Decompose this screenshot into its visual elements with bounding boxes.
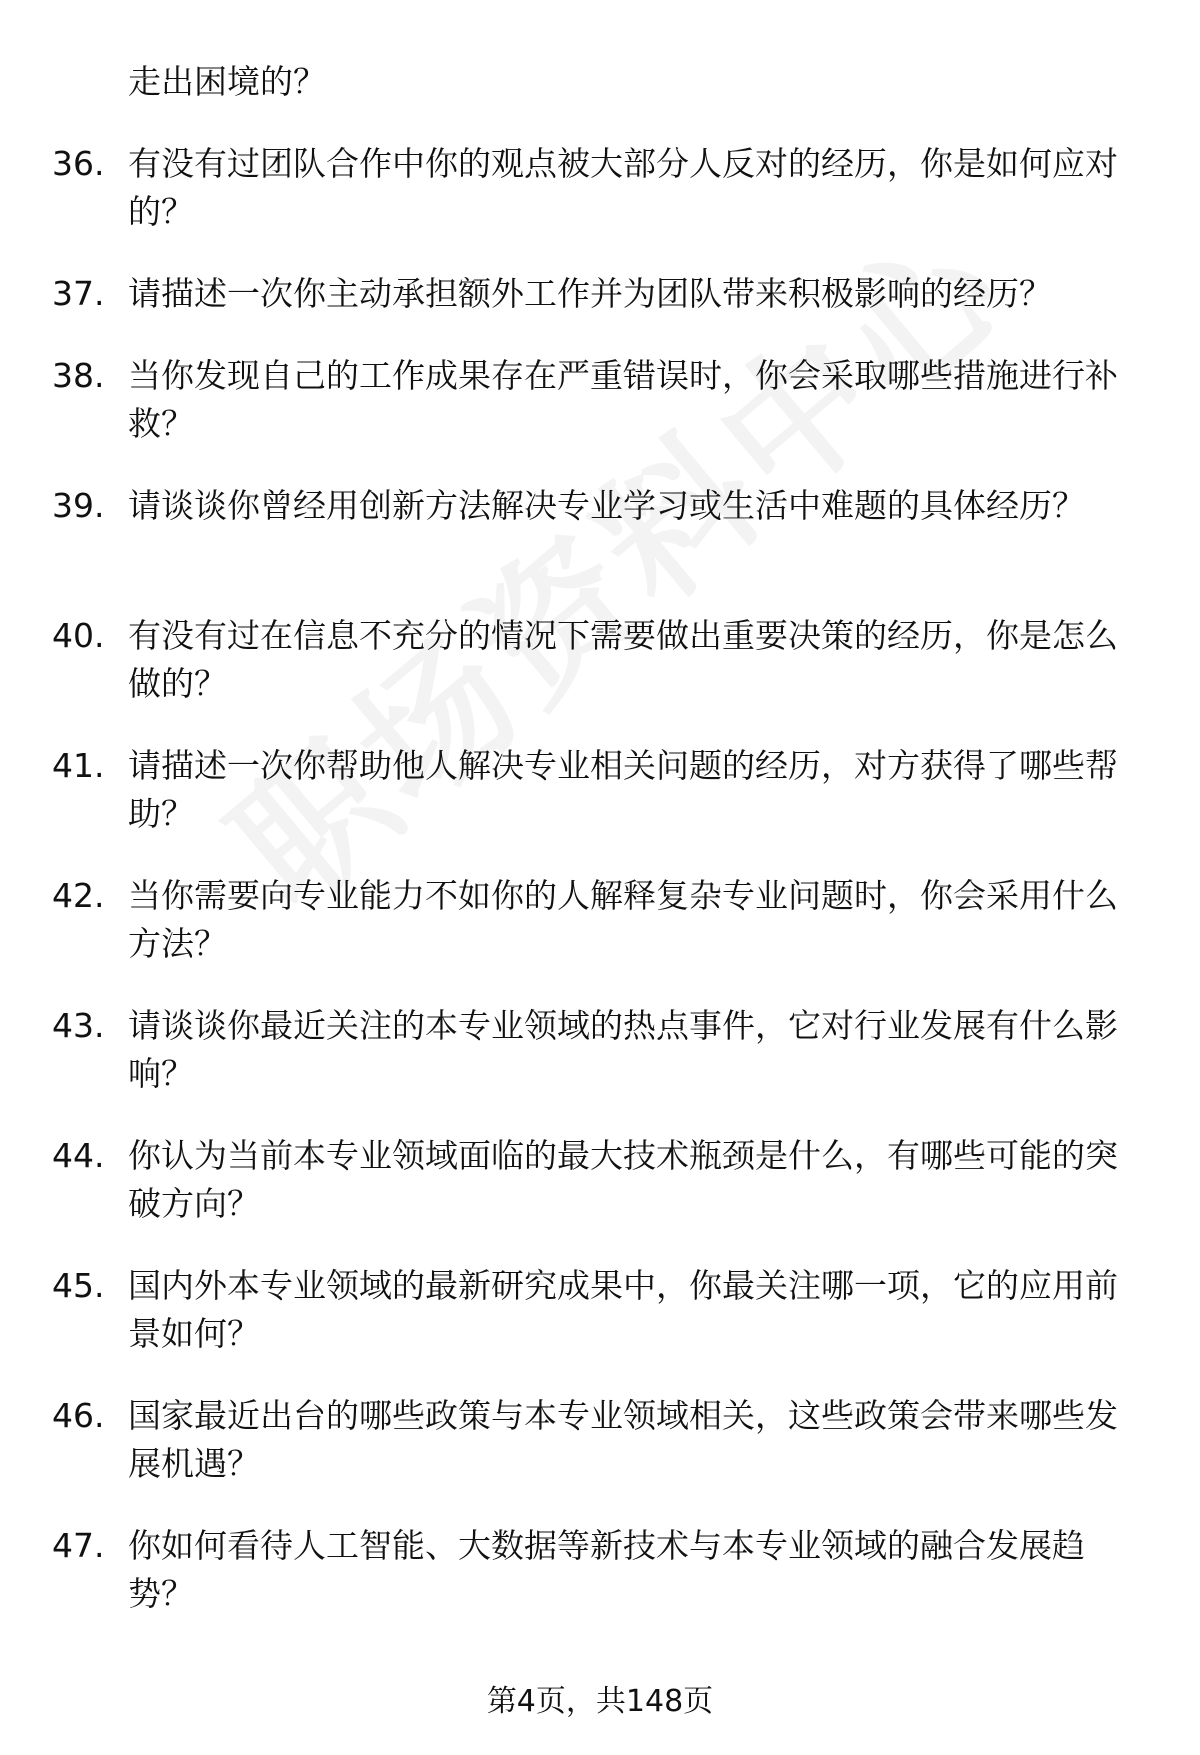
- list-item: [0, 1262, 1200, 1358]
- question-number: 39.: [52, 486, 105, 525]
- question-number: 38.: [52, 356, 105, 395]
- question-text: 国家最近出台的哪些政策与本专业领域相关，这些政策会带来哪些发展机遇？: [128, 1396, 1118, 1483]
- question-text: 请谈谈你曾经用创新方法解决专业学习或生活中难题的具体经历？: [128, 486, 1085, 525]
- page-footer: 第4页，共148页: [486, 1684, 714, 1719]
- list-item: [0, 1522, 1200, 1618]
- list-item: [0, 612, 1200, 708]
- question-number: 43.: [52, 1006, 105, 1045]
- question-number: 42.: [52, 876, 105, 915]
- list-item: [0, 140, 1200, 236]
- question-text: 有没有过团队合作中你的观点被大部分人反对的经历，你是如何应对的？: [128, 144, 1118, 231]
- question-number: 46.: [52, 1396, 105, 1435]
- question-text: 国内外本专业领域的最新研究成果中，你最关注哪一项，它的应用前景如何？: [128, 1266, 1118, 1353]
- list-item: [0, 742, 1200, 838]
- question-number: 47.: [52, 1526, 105, 1565]
- question-number: 40.: [52, 616, 105, 655]
- continuation-text: 走出困境的？: [128, 62, 326, 101]
- question-number: 45.: [52, 1266, 105, 1305]
- question-text: 请描述一次你主动承担额外工作并为团队带来积极影响的经历？: [128, 274, 1052, 313]
- question-text: 当你需要向专业能力不如你的人解释复杂专业问题时，你会采用什么方法？: [128, 876, 1118, 963]
- question-number: 44.: [52, 1136, 105, 1175]
- question-text: 你认为当前本专业领域面临的最大技术瓶颈是什么，有哪些可能的突破方向？: [128, 1136, 1118, 1223]
- question-number: 36.: [52, 144, 105, 183]
- question-text: 请描述一次你帮助他人解决专业相关问题的经历，对方获得了哪些帮助？: [128, 746, 1118, 833]
- list-item: [0, 872, 1200, 968]
- question-list: [0, 140, 1200, 1652]
- question-number: 41.: [52, 746, 105, 785]
- list-item: [0, 270, 1200, 318]
- question-text: 有没有过在信息不充分的情况下需要做出重要决策的经历，你是怎么做的？: [128, 616, 1118, 703]
- question-text: 请谈谈你最近关注的本专业领域的热点事件，它对行业发展有什么影响？: [128, 1006, 1118, 1093]
- list-item: [0, 1132, 1200, 1228]
- question-number: 37.: [52, 274, 105, 313]
- question-text: 你如何看待人工智能、大数据等新技术与本专业领域的融合发展趋势？: [128, 1526, 1085, 1613]
- list-item: [0, 1392, 1200, 1488]
- list-item: [0, 1002, 1200, 1098]
- question-text: 当你发现自己的工作成果存在严重错误时，你会采取哪些措施进行补救？: [128, 356, 1118, 443]
- list-item: [0, 482, 1200, 578]
- list-item: [0, 352, 1200, 448]
